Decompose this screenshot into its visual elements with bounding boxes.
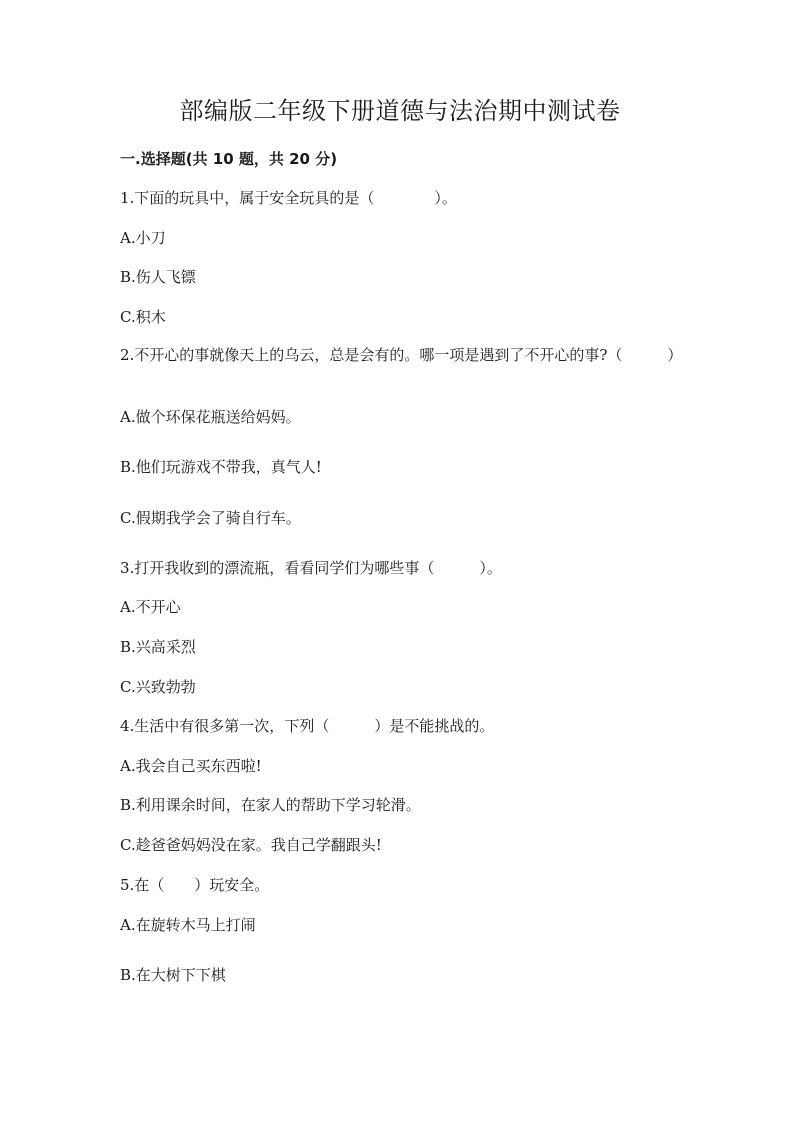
question-5-stem: 5.在（ ）玩安全。 — [120, 876, 270, 894]
question-4-option-a: A.我会自己买东西啦! — [120, 757, 262, 775]
question-5-option-b: B.在大树下下棋 — [120, 966, 226, 984]
question-1-option-a: A.小刀 — [120, 229, 166, 247]
question-4-stem: 4.生活中有很多第一次，下列（ ）是不能挑战的。 — [120, 717, 495, 735]
question-1-option-b: B.伤人飞镖 — [120, 268, 196, 286]
page-title: 部编版二年级下册道德与法治期中测试卷 — [179, 97, 621, 125]
question-3-option-b: B.兴高采烈 — [120, 638, 196, 656]
question-2-option-a: A.做个环保花瓶送给妈妈。 — [120, 408, 301, 426]
question-1-option-c: C.积木 — [120, 308, 166, 326]
question-3-option-a: A.不开心 — [120, 598, 181, 616]
question-3-option-c: C.兴致勃勃 — [120, 678, 196, 696]
question-5-option-a: A.在旋转木马上打闹 — [120, 916, 256, 934]
section-heading: 一.选择题(共 10 题，共 20 分) — [120, 150, 338, 168]
question-2-option-b: B.他们玩游戏不带我，真气人! — [120, 458, 322, 476]
question-4-option-b: B.利用课余时间，在家人的帮助下学习轮滑。 — [120, 796, 421, 814]
question-3-stem: 3.打开我收到的漂流瓶，看看同学们为哪些事（ ）。 — [120, 559, 502, 577]
question-4-option-c: C.趁爸爸妈妈没在家。我自己学翻跟头! — [120, 836, 382, 854]
question-1-stem: 1.下面的玩具中，属于安全玩具的是（ ）。 — [120, 189, 457, 207]
question-2-option-c: C.假期我学会了骑自行车。 — [120, 509, 301, 527]
question-2-stem: 2.不开心的事就像天上的乌云，总是会有的。哪一项是遇到了不开心的事?（ ） — [120, 346, 683, 364]
